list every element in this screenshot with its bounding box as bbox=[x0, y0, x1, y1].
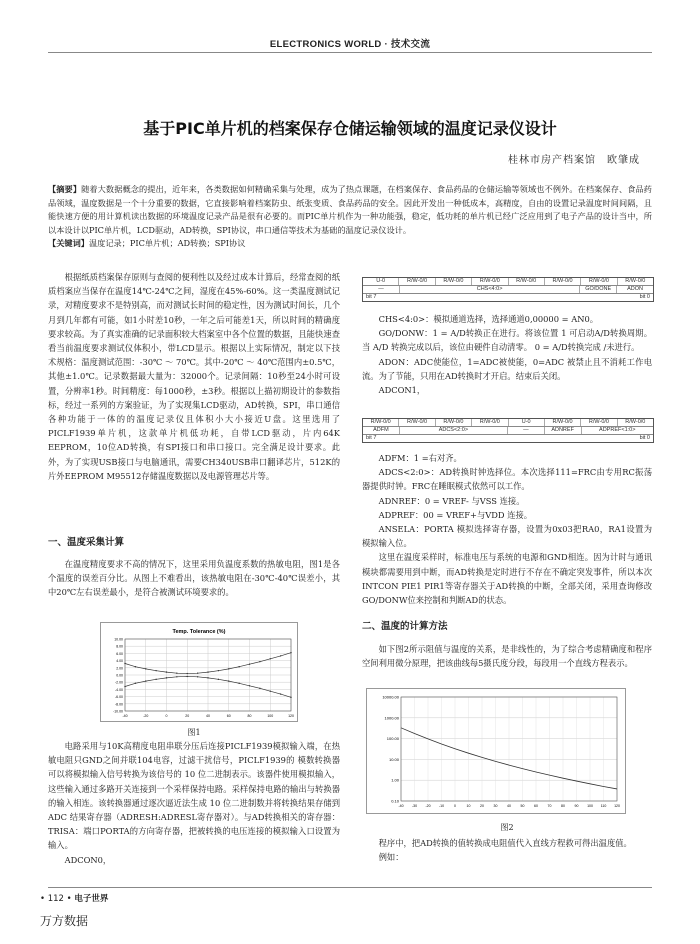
header-rule bbox=[48, 52, 652, 53]
y-tick-label: 6.00 bbox=[116, 651, 123, 656]
register-field-name: CHS<4:0> bbox=[400, 286, 580, 293]
register-field-name: — bbox=[508, 427, 545, 434]
data-point bbox=[166, 671, 167, 672]
data-point bbox=[270, 658, 271, 659]
bit0-label: bit 0 bbox=[639, 435, 650, 441]
x-tick-label: 70 bbox=[547, 804, 552, 808]
x-tick-label: -40 bbox=[398, 804, 404, 808]
x-tick-label: 80 bbox=[561, 804, 565, 808]
data-point bbox=[187, 676, 188, 677]
figure-2-caption: 图2 bbox=[500, 823, 514, 832]
paragraph: 例如： bbox=[378, 852, 404, 863]
y-tick-label: -4.00 bbox=[115, 687, 123, 692]
register-field-name: ADON bbox=[627, 286, 643, 292]
figure-1-caption: 图1 bbox=[187, 728, 201, 737]
data-point bbox=[207, 677, 208, 678]
figure-2 bbox=[366, 688, 626, 814]
chart-title: Temp. Tolerance (%) bbox=[172, 629, 226, 635]
data-point bbox=[218, 679, 219, 680]
x-tick-label: 100 bbox=[267, 714, 274, 718]
y-tick-label: 10000.00 bbox=[382, 694, 399, 700]
data-point bbox=[290, 697, 291, 698]
data-point bbox=[280, 655, 281, 656]
data-point bbox=[259, 661, 260, 662]
data-point bbox=[145, 668, 146, 669]
right-col-a bbox=[362, 312, 652, 397]
register-bit-access: R/W-0/0 bbox=[509, 278, 545, 285]
y-tick-label: 1.00 bbox=[391, 777, 399, 783]
x-tick-label: -40 bbox=[122, 714, 128, 718]
data-point bbox=[290, 652, 291, 653]
data-point bbox=[176, 676, 177, 677]
right-col-b bbox=[362, 451, 652, 607]
magazine-name: 电子世界 bbox=[74, 894, 109, 904]
x-tick-label: 90 bbox=[574, 804, 579, 808]
y-tick-label: 1000.00 bbox=[384, 715, 399, 721]
y-tick-label: -2.00 bbox=[115, 680, 123, 685]
wanfang-logo: 万方数据 bbox=[40, 914, 89, 928]
right-col-d bbox=[362, 836, 652, 864]
x-tick-label: -10 bbox=[438, 804, 445, 808]
paragraph: ADCON1， bbox=[378, 385, 426, 396]
author: 桂林市房产档案馆 欧肇成 bbox=[508, 155, 640, 166]
data-point bbox=[135, 666, 136, 667]
paragraph: 在温度精度要求不高的情况下，这里采用负温度系数的热敏电阻，图1是各个温度的误差百分比。从图上不难看出，该热敏电阻在-30℃-40℃误差小，其中20℃左右误差最小，是符合被测试环境要求的。 bbox=[48, 559, 340, 598]
data-point bbox=[270, 691, 271, 692]
paragraph: 电路采用与10K高精度电阻串联分压后连接PICLF1939模拟输入端，在热敏电阻只GND之间并联104电容，过滤干扰信号，PICLF1939的 模数转换器可以将模拟输入信号转换为该信号的 10 位二进制表示。该器件使用模拟输入，这些输入通过多路开关连接到一个采样保持电路。采样保持电路的输出与转换器的输入相连。该转换器通过逐次逼近法生成 10 位二进制数并将转换结果存储到ADC 结果寄存器（ADRESH:ADRESL寄存器对）。与AD转换相关的寄存器：TRISA：端口PORTA的方向寄存器，把被转换的电压连接的模拟输入口设置为输入。 bbox=[48, 741, 340, 851]
register-bit-access: R/W-0/0 bbox=[545, 419, 581, 426]
register-field-name: — bbox=[363, 286, 400, 293]
register-adcon1 bbox=[362, 418, 654, 443]
abstract-label: 【摘要】 bbox=[48, 184, 82, 194]
paragraph: 根据纸质档案保存原则与查阅的便利性以及经过成本计算后，经常查阅的纸质档案应当保存在温度14℃-24℃之间，湿度在45%-60%。这一类温度测试记录，对精度要求不是特别高，而对测试长时间的稳定性，因为测试时间长，几个月到几年都有可能，如1小时差10秒，一年之后可能差1天，所以时间的精确度要求较高。为了真实准确的记录面积较大档案室中各个位置的数据，且能快速查看当前温度要求测试仪体积小，带LCD显示。根据以上实际情况，制定以下技术规格：温度测试范围：-30℃ ～ 70℃。其中-20℃ ～ 40℃范围内±0.5℃，其他±1.0℃。记录数据最大量为：32000个。记录间隔：10秒至24小时可设置，分辨率1秒。时间精度：每1000秒，±3秒。根据以上描初期设计的参数指标，经过一系列的方案验证，为了实现集LCD驱动，AD转换，SPI，串口通信各种功能于一体的的温度记录仪且体积小大小接近U盘。这里选用了PICLF1939单片机，这款单片机低功耗，自带LCD驱动，片内64K EEPROM，10位AD转换，有SPI接口和串口接口。完全满足设计要求。此外，为了实现USB接口与电脑通讯，需要CH340USB串口翻译芯片，512K的片外EEPROM M95512存储温度数据以及电源管理芯片等。 bbox=[48, 272, 340, 481]
register-field-name: ADNREF bbox=[545, 427, 582, 434]
x-tick-label: 20 bbox=[480, 804, 484, 808]
data-point bbox=[228, 668, 229, 669]
register-field-name: ADCS<2:0> bbox=[400, 427, 508, 434]
tolerance-chart bbox=[101, 623, 297, 721]
paragraph: 程序中，把AD转换的值转换成电阻值代入直线方程救可得出温度值。 bbox=[378, 838, 632, 848]
bit7-label: bit 7 bbox=[366, 294, 377, 300]
data-point bbox=[238, 683, 239, 684]
register-bit-access: R/W-0/0 bbox=[363, 419, 399, 426]
data-point bbox=[238, 666, 239, 667]
data-point bbox=[155, 670, 156, 671]
register-adcon0 bbox=[362, 277, 654, 302]
y-tick-label: 0.00 bbox=[116, 673, 123, 678]
register-bit-access: R/W-0/0 bbox=[625, 419, 646, 425]
data-point bbox=[187, 673, 188, 674]
x-tick-label: 10 bbox=[466, 804, 471, 808]
abstract bbox=[48, 183, 652, 251]
data-point bbox=[218, 670, 219, 671]
data-point bbox=[228, 680, 229, 681]
y-tick-label: 2.00 bbox=[116, 666, 123, 671]
y-tick-label: -10.00 bbox=[113, 709, 123, 714]
keywords-label: 【关键词】 bbox=[48, 238, 89, 249]
x-tick-label: 0 bbox=[454, 804, 456, 808]
data-point bbox=[259, 688, 260, 689]
journal-header: ELECTRONICS WORLD · 技术交流 bbox=[269, 39, 431, 50]
paragraph: GO/DONW：1 = A/D转换正在进行。将该位置 1 可启动A/D转换周期。 当 A/D 转换完成以后，该位由硬件自动清零。 0 = A/D转换完成 /未进行。 bbox=[362, 328, 652, 353]
y-tick-label: 10.00 bbox=[114, 637, 123, 642]
register-bit-access: R/W-0/0 bbox=[436, 419, 472, 426]
register-bit-access: R/W-0/0 bbox=[581, 419, 617, 426]
bit0-label: bit 0 bbox=[639, 294, 650, 300]
x-tick-label: 40 bbox=[206, 714, 210, 718]
y-tick-label: 100.00 bbox=[386, 736, 399, 742]
left-col-mid bbox=[48, 557, 340, 600]
register-bit-access: R/W-0/0 bbox=[472, 278, 508, 285]
register-bit-access: R/W-0/0 bbox=[436, 278, 472, 285]
x-tick-label: 100 bbox=[587, 804, 593, 808]
left-col-bottom bbox=[48, 739, 340, 867]
data-point bbox=[176, 673, 177, 674]
register-bit-access: U-0 bbox=[509, 419, 545, 426]
paragraph: ADCON0， bbox=[64, 854, 112, 865]
paragraph: ADCS<2:0>：AD转换时钟选择位。本次选择111=FRC由专用RC振荡器提供时钟。FRC在睡眠模式依然可以工作。 bbox=[362, 467, 652, 492]
bit7-label: bit 7 bbox=[366, 435, 377, 441]
y-tick-label: 4.00 bbox=[116, 659, 123, 664]
data-point bbox=[280, 693, 281, 694]
register-bit-access: R/W-0/0 bbox=[625, 278, 646, 284]
keywords: 温度记录；PIC单片机；AD转换；SPI协议 bbox=[88, 238, 246, 249]
register-bit-access: R/W-0/0 bbox=[545, 278, 581, 285]
register-field-name: ADFM bbox=[363, 427, 400, 434]
register-bit-access: U-0 bbox=[363, 278, 399, 285]
data-point bbox=[145, 680, 146, 681]
paragraph: ADPREF：00 = VREF+与VDD 连接。 bbox=[378, 509, 533, 520]
x-tick-label: 80 bbox=[247, 714, 252, 718]
section-heading-1: 一、温度采集计算 bbox=[48, 537, 125, 548]
page-number: • 112 • bbox=[40, 894, 72, 904]
data-point bbox=[155, 679, 156, 680]
x-tick-label: 0 bbox=[165, 714, 168, 718]
register-bit-access: R/W-0/0 bbox=[581, 278, 617, 285]
x-tick-label: 120 bbox=[614, 804, 620, 808]
article-title: 基于PIC单片机的档案保存仓储运输领域的温度记录仪设计 bbox=[143, 119, 557, 138]
data-point bbox=[197, 673, 198, 674]
data-point bbox=[135, 683, 136, 684]
section-heading-2: 二、温度的计算方法 bbox=[362, 621, 448, 632]
register-field-name: ADPREF<1:0> bbox=[599, 427, 636, 433]
paragraph: ADON：ADC使能位，1=ADC被使能，0=ADC 被禁止且不消耗工作电流。为了节能，只用在AD转换时才开启。结束后关闭。 bbox=[362, 356, 652, 381]
paragraph: 如下图2所示阻值与温度的关系，是非线性的，为了综合考虑精确度和程序空间利用微分原理，把该曲线每5摄氏度分段，每段用一个直线方程表示。 bbox=[362, 644, 652, 669]
data-point bbox=[197, 676, 198, 677]
x-tick-label: 120 bbox=[288, 714, 294, 718]
x-tick-label: -20 bbox=[143, 714, 149, 718]
x-tick-label: 30 bbox=[493, 804, 498, 808]
x-tick-label: 50 bbox=[520, 804, 525, 808]
register-bit-access: R/W-0/0 bbox=[399, 419, 435, 426]
figure-1 bbox=[100, 622, 298, 722]
x-tick-label: 110 bbox=[600, 804, 607, 808]
x-tick-label: 20 bbox=[185, 714, 190, 718]
y-tick-label: -8.00 bbox=[115, 702, 123, 707]
footer-rule bbox=[48, 887, 652, 888]
x-tick-label: 40 bbox=[507, 804, 511, 808]
x-tick-label: -30 bbox=[411, 804, 418, 808]
y-tick-label: 10.00 bbox=[388, 756, 399, 762]
data-point bbox=[207, 671, 208, 672]
right-col-c bbox=[362, 642, 652, 670]
y-tick-label: 8.00 bbox=[116, 644, 123, 649]
page-footer bbox=[40, 892, 108, 904]
data-point bbox=[124, 663, 125, 664]
x-tick-label: -20 bbox=[425, 804, 431, 808]
register-bit-access: R/W-0/0 bbox=[399, 278, 435, 285]
data-point bbox=[124, 686, 125, 687]
data-point bbox=[166, 677, 167, 678]
resistance-chart bbox=[367, 689, 625, 813]
paragraph: 这里在温度采样时，标准电压与系统的电源和GND相连。因为计时与通讯模块都需要用到中断，而AD转换是定时进行不存在不确定突发事件，所以本次INTCON PIE1 PIR1等寄存器关于AD转换的中断，全部关闭，采用查询修改GO/DONW位来控制和判断AD的状态。 bbox=[362, 552, 652, 606]
y-tick-label: -6.00 bbox=[115, 695, 123, 700]
paragraph: ADFM：1 =右对齐。 bbox=[378, 453, 462, 463]
x-tick-label: 60 bbox=[534, 804, 538, 808]
left-col-top bbox=[48, 270, 340, 483]
paragraph: ADNREF：0 = VREF- 与VSS 连接。 bbox=[378, 495, 525, 506]
abstract-text: 随着大数据概念的提出，近年来，各类数据如何精确采集与处理，成为了热点课题，在档案保存、食品药品的仓储运输等领域也不例外。在档案保存、食品药品领域，温度数据是一个十分重要的数据，它直接影响着档案防虫、纸张变质、食品药品的安全。因此开发出一种低成本，高精度，自由的设置记录温度时间间隔，且能快速方便的用计算机读出数据的环境温度记录产品是很有必要的。而PIC单片机作为一种功能强，稳定，低功耗的单片机已经广泛应用到了电子产品的设计当中，所以本设计以PIC单片机，LCD驱动，AD转换，SPI协议，串口通信等技术为基础的温度记录仪设计。 bbox=[48, 184, 652, 235]
y-tick-label: 0.10 bbox=[391, 798, 399, 804]
paragraph: CHS<4:0>：模拟通道选择，选择通道0,00000 = AN0。 bbox=[378, 314, 599, 324]
data-point bbox=[249, 685, 250, 686]
x-tick-label: 60 bbox=[226, 714, 231, 718]
register-bit-access: R/W-0/0 bbox=[472, 419, 508, 426]
data-point bbox=[249, 664, 250, 665]
register-field-name: GO/DONE bbox=[580, 286, 617, 293]
paragraph: ANSELA：PORTA 模拟选择寄存器，设置为0x03把RA0，RA1设置为模拟输入位。 bbox=[362, 524, 652, 549]
